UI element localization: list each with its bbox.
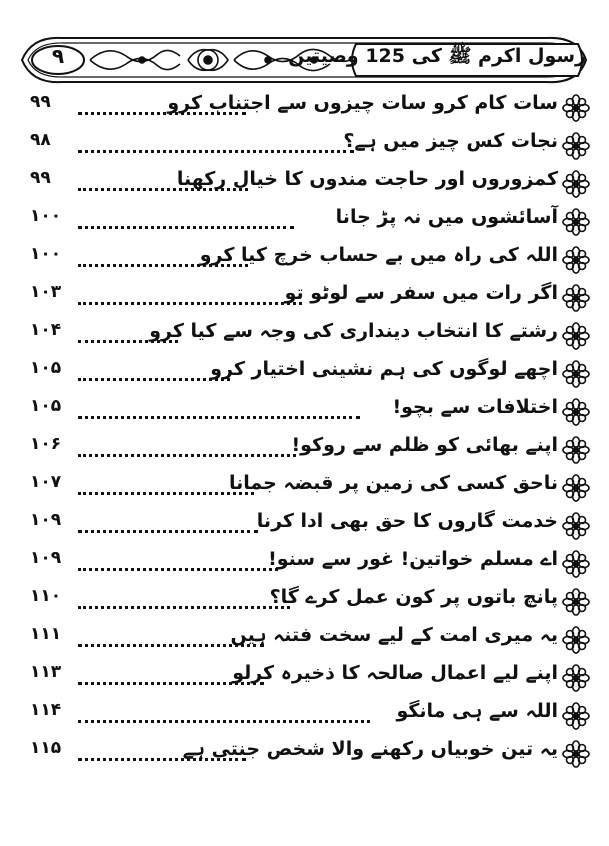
flower-icon [562, 170, 590, 198]
toc-entry-page: ۱۰۰ [30, 244, 62, 264]
dot-leader [78, 226, 294, 229]
toc-entry-title: ناحق کسی کی زمین پر قبضہ جمانا [228, 472, 558, 494]
toc-entry-page: ۱۰۹ [30, 510, 62, 530]
flower-icon [562, 626, 590, 654]
dot-leader [78, 720, 370, 723]
toc-entry-title: اختلافات سے بچو! [392, 396, 558, 418]
toc-entry-page: ۱۰۴ [30, 320, 62, 340]
flower-icon [562, 132, 590, 160]
toc-entry-title: آسائشوں میں نہ پڑ جانا [335, 206, 558, 228]
toc-entry[interactable] [30, 544, 590, 582]
flower-icon [562, 284, 590, 312]
toc-entry-title: اللہ سے ہی مانگو [396, 700, 558, 722]
toc-entry-title: اللہ کی راہ میں بے حساب خرچ کیا کرو [199, 244, 558, 266]
toc-entry-page: ۱۰۷ [30, 472, 62, 492]
dot-leader [78, 492, 254, 495]
toc-entry-page: ۱۱۰ [30, 586, 62, 606]
dot-leader [78, 378, 230, 381]
dot-leader [78, 112, 246, 115]
dot-leader [78, 568, 278, 571]
dot-leader [78, 150, 354, 153]
flower-icon [562, 360, 590, 388]
dot-leader [78, 644, 264, 647]
dot-leader [78, 264, 248, 267]
flower-icon [562, 512, 590, 540]
toc-entry-title: یہ میری امت کے لیے سخت فتنہ ہیں [230, 624, 558, 646]
page-number: ۹ [51, 44, 65, 68]
toc-entry-page: ۱۰۰ [30, 206, 62, 226]
dot-leader [78, 454, 296, 457]
flower-icon [562, 398, 590, 426]
flower-icon [562, 664, 590, 692]
running-title: رسول اکرم ﷺ کی 125 وصیتیں [288, 45, 586, 67]
toc-entry[interactable] [30, 582, 590, 620]
flower-icon [562, 588, 590, 616]
dot-leader [78, 758, 246, 761]
toc-entry[interactable] [30, 734, 590, 772]
toc-entry[interactable] [30, 658, 590, 696]
toc-entry-title: نجات کس چیز میں ہے؟ [343, 130, 558, 152]
toc-entry[interactable] [30, 126, 590, 164]
toc-entry[interactable] [30, 202, 590, 240]
toc-entry-title: رشتے کا انتخاب دینداری کی وجہ سے کیا کرو [149, 320, 558, 342]
dot-leader [78, 682, 264, 685]
flower-icon [562, 474, 590, 502]
toc-entry-page: ۱۱۴ [30, 700, 62, 720]
toc-entry-page: ۱۰۵ [30, 358, 62, 378]
flower-icon [562, 550, 590, 578]
toc-entry-title: خدمت گاروں کا حق بھی ادا کرنا [256, 510, 558, 532]
toc-entry[interactable] [30, 620, 590, 658]
toc-entry-title: پانچ باتوں پر کون عمل کرے گا؟ [269, 586, 558, 608]
toc-entry-title: یہ تین خوبیاں رکھنے والا شخص جنتی ہے [182, 738, 558, 760]
toc-entry-title: اپنے لیے اعمال صالحہ کا ذخیرہ کرلو [232, 662, 558, 684]
flower-icon [562, 436, 590, 464]
toc-entry-title: کمزوروں اور حاجت مندوں کا خیال رکھنا [176, 168, 558, 190]
toc-entry-page: ۱۱۳ [30, 662, 62, 682]
flower-icon [562, 208, 590, 236]
toc-entry[interactable] [30, 240, 590, 278]
toc-entry[interactable] [30, 468, 590, 506]
toc-entry[interactable] [30, 392, 590, 430]
dot-leader [78, 606, 290, 609]
page-header [18, 30, 590, 90]
toc-entry[interactable] [30, 278, 590, 316]
toc-entry-page: ۱۱۵ [30, 738, 62, 758]
toc-entry-title: اگر رات میں سفر سے لوٹو تو [284, 282, 558, 304]
dot-leader [78, 302, 302, 305]
dot-leader [78, 340, 178, 343]
toc-entry-page: ۱۰۹ [30, 548, 62, 568]
toc-entry-page: ۱۱۱ [30, 624, 62, 644]
flower-icon [562, 94, 590, 122]
toc-entry-page: ۱۰۳ [30, 282, 62, 302]
toc-entry-page: ۹۹ [30, 92, 51, 112]
toc-entry-page: ۱۰۵ [30, 396, 62, 416]
toc-entry[interactable] [30, 316, 590, 354]
flower-icon [562, 702, 590, 730]
flower-icon [562, 246, 590, 274]
toc-entry-title: سات کام کرو سات چیزوں سے اجتناب کرو [167, 92, 558, 114]
dot-leader [78, 530, 258, 533]
toc-entry[interactable] [30, 506, 590, 544]
toc-entry-title: اچھے لوگوں کی ہم نشینی اختیار کرو [210, 358, 558, 380]
flower-icon [562, 322, 590, 350]
toc-entry[interactable] [30, 354, 590, 392]
toc-entry-title: اے مسلم خواتین! غور سے سنو! [268, 548, 558, 570]
toc-entry[interactable] [30, 430, 590, 468]
dot-leader [78, 416, 360, 419]
toc-entry[interactable] [30, 696, 590, 734]
toc-entry[interactable] [30, 88, 590, 126]
toc-entry-page: ۹۸ [30, 130, 51, 150]
toc-entry-page: ۱۰۶ [30, 434, 62, 454]
flower-icon [562, 740, 590, 768]
toc-entry-page: ۹۹ [30, 168, 51, 188]
toc-entry[interactable] [30, 164, 590, 202]
dot-leader [78, 188, 248, 191]
toc-entry-title: اپنے بھائی کو ظلم سے روکو! [291, 434, 558, 456]
